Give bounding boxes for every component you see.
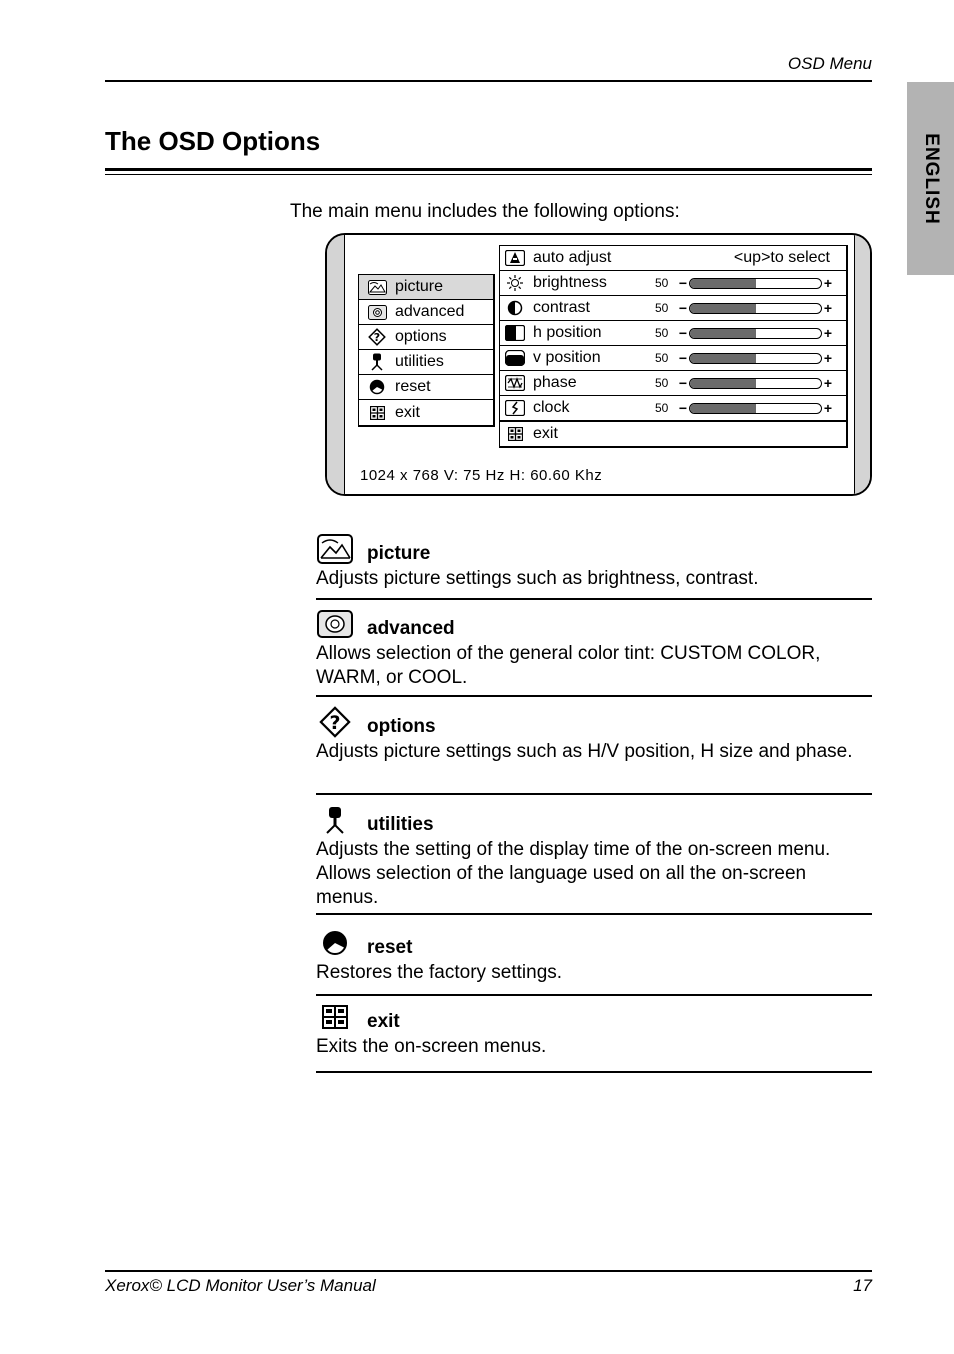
advanced-icon — [316, 608, 354, 640]
option-divider — [316, 994, 872, 996]
option-name: picture — [367, 543, 431, 564]
footer-manual-title: Xerox© LCD Monitor User’s Manual — [105, 1276, 376, 1295]
option-description: Restores the factory settings. — [316, 962, 563, 983]
option-description: Adjusts picture settings such as brightness, contrast. — [316, 568, 759, 589]
option-picture — [316, 531, 872, 591]
option-utilities — [316, 802, 872, 910]
slider-fill — [690, 329, 756, 338]
sub-menu-item-phase — [500, 371, 846, 396]
phase-icon — [504, 374, 526, 392]
main-menu-item-reset — [359, 375, 493, 400]
sub-menu-item-brightness — [500, 271, 846, 296]
option-divider — [316, 913, 872, 915]
slider-fill — [690, 354, 756, 363]
exit-icon — [367, 405, 387, 421]
option-description: Adjusts picture settings such as H/V position, H size and phase. — [316, 741, 853, 762]
sub-menu-label: auto adjust — [533, 249, 612, 266]
option-advanced — [316, 606, 872, 690]
main-menu-item-picture — [359, 275, 493, 300]
phase-slider — [689, 378, 822, 389]
minus-sign: − — [678, 375, 688, 391]
option-description: Allows selection of the general color tint: CUSTOM COLOR, WARM, or COOL. — [316, 643, 821, 688]
option-name: reset — [367, 937, 413, 958]
sub-menu-label: clock — [533, 399, 570, 416]
sub-menu-item-v-position — [500, 346, 846, 371]
plus-sign: + — [823, 325, 833, 341]
setting-value: 50 — [655, 301, 669, 315]
minus-sign: − — [678, 325, 688, 341]
intro-text: The main menu includes the following options: — [290, 201, 680, 222]
main-menu-label: options — [395, 328, 447, 345]
slider-fill — [690, 279, 756, 288]
option-reset — [316, 925, 872, 985]
minus-sign: − — [678, 300, 688, 316]
sub-menu-item-contrast — [500, 296, 846, 321]
setting-value: 50 — [655, 351, 669, 365]
plus-sign: + — [823, 375, 833, 391]
sub-menu-label: contrast — [533, 299, 590, 316]
option-name: exit — [367, 1011, 400, 1032]
option-name: options — [367, 716, 436, 737]
h-position-icon — [504, 324, 526, 342]
option-options — [316, 704, 872, 764]
sub-menu-item-auto-adjust — [500, 246, 846, 271]
main-menu-item-utilities — [359, 350, 493, 375]
picture-icon — [367, 279, 387, 295]
option-divider — [316, 695, 872, 697]
osd-sub-menu — [499, 245, 848, 448]
header-rule — [105, 80, 872, 82]
language-tab-label: ENGLISH — [920, 132, 942, 225]
clock-icon — [504, 399, 526, 417]
option-divider — [316, 1071, 872, 1073]
setting-value: 50 — [655, 326, 669, 340]
sub-menu-label: v position — [533, 349, 601, 366]
option-exit — [316, 999, 872, 1059]
advanced-icon — [367, 304, 387, 320]
slider-fill — [690, 379, 756, 388]
option-name: advanced — [367, 618, 455, 639]
select-hint: <up>to select — [733, 249, 830, 266]
sub-menu-item-clock — [500, 396, 846, 421]
h-position-slider — [689, 328, 822, 339]
sub-menu-item-h-position — [500, 321, 846, 346]
osd-bezel-left — [327, 235, 345, 494]
svg-text:?: ? — [373, 331, 381, 344]
exit-icon — [504, 425, 526, 443]
minus-sign: − — [678, 275, 688, 291]
main-menu-item-exit — [359, 400, 493, 425]
main-menu-label: utilities — [395, 353, 444, 370]
main-menu-label: exit — [395, 403, 420, 421]
options-icon — [316, 706, 354, 738]
sub-menu-label: h position — [533, 324, 602, 341]
main-menu-label: picture — [395, 278, 444, 295]
main-menu-label: reset — [395, 378, 431, 395]
plus-sign: + — [823, 400, 833, 416]
contrast-icon — [504, 299, 526, 317]
sub-menu-label: brightness — [533, 274, 607, 291]
setting-value: 50 — [655, 376, 669, 390]
brightness-slider — [689, 278, 822, 289]
osd-bezel-right — [854, 235, 870, 494]
main-menu-label: advanced — [395, 303, 465, 320]
utilities-icon — [367, 354, 387, 370]
option-divider — [316, 793, 872, 795]
svg-text:?: ? — [329, 712, 341, 734]
plus-sign: + — [823, 300, 833, 316]
sub-menu-item-exit — [500, 421, 846, 446]
sub-menu-label: exit — [533, 425, 558, 442]
plus-sign: + — [823, 350, 833, 366]
auto-adjust-icon — [504, 249, 526, 267]
clock-slider — [689, 403, 822, 414]
frequency-readout: 1024 x 768 V: 75 Hz H: 60.60 Khz — [360, 467, 603, 484]
main-menu-item-advanced — [359, 300, 493, 325]
setting-value: 50 — [655, 401, 669, 415]
setting-value: 50 — [655, 276, 669, 290]
v-position-slider — [689, 353, 822, 364]
minus-sign: − — [678, 400, 688, 416]
main-menu-item-options — [359, 325, 493, 350]
running-header: OSD Menu — [787, 54, 872, 73]
reset-icon — [316, 927, 354, 959]
v-position-icon — [504, 349, 526, 367]
slider-fill — [690, 404, 756, 413]
exit-icon — [316, 1001, 354, 1033]
footer-rule — [105, 1270, 872, 1272]
minus-sign: − — [678, 350, 688, 366]
language-tab — [907, 82, 954, 275]
osd-screen-illustration — [325, 233, 872, 496]
page-number: 17 — [853, 1276, 872, 1295]
option-name: utilities — [367, 814, 434, 835]
page-title: The OSD Options — [105, 126, 321, 156]
osd-main-menu — [358, 274, 495, 427]
option-description: Exits the on-screen menus. — [316, 1036, 547, 1057]
slider-fill — [690, 304, 756, 313]
utilities-icon — [316, 804, 354, 836]
title-rule — [105, 168, 872, 171]
brightness-icon — [504, 274, 526, 292]
contrast-slider — [689, 303, 822, 314]
picture-icon — [316, 533, 354, 565]
plus-sign: + — [823, 275, 833, 291]
title-rule-thin — [105, 174, 872, 175]
reset-icon — [367, 379, 387, 395]
options-icon — [367, 329, 387, 345]
option-divider — [316, 598, 872, 600]
option-description: Adjusts the setting of the display time of the on-screen menu. Allows selection of the language used on all the on-screen menus. — [316, 839, 831, 908]
sub-menu-label: phase — [533, 374, 577, 391]
